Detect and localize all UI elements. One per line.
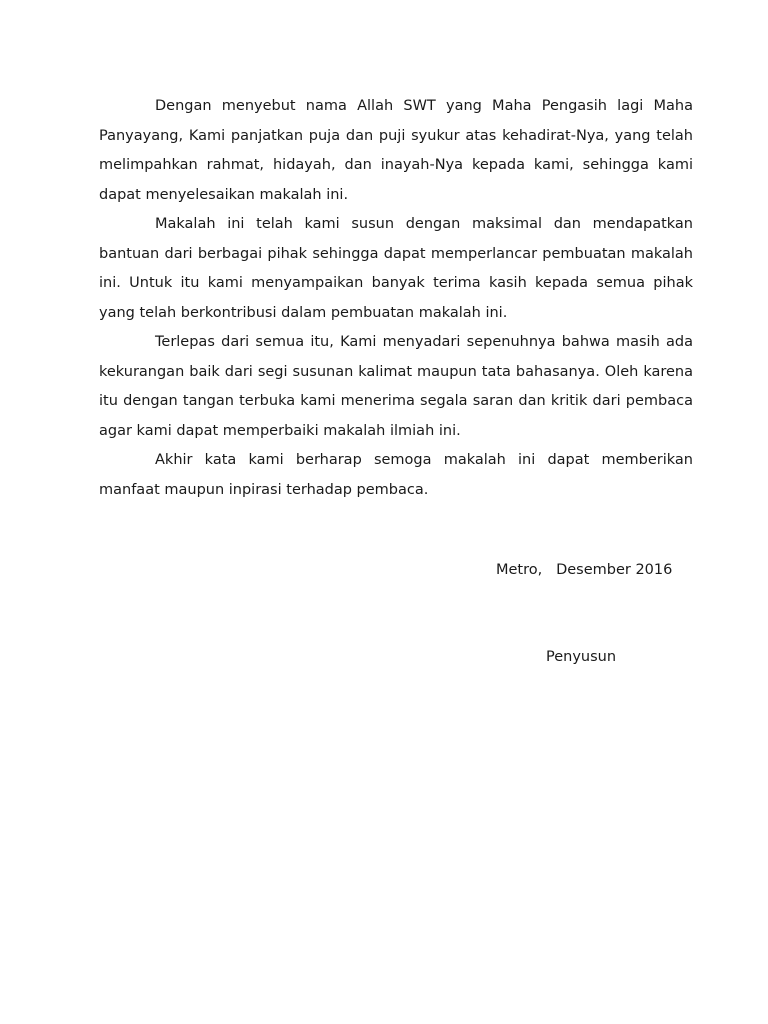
document-body: [99, 92, 693, 505]
signer-name: Penyusun: [546, 649, 617, 665]
place-date: Metro, Desember 2016: [496, 562, 673, 578]
paragraph-acknowledgement: Makalah ini telah kami susun dengan maksimal dan mendapatkan bantuan dari berbagai pihak sehingga dapat memperlancar pembuatan makalah ini. Untuk itu kami menyampaikan banyak terima kasih kepada semua pihak yang telah berkontribusi dalam pembuatan makalah ini.: [99, 216, 693, 321]
paragraph-closing-hope: Akhir kata kami berharap semoga makalah ini dapat memberikan manfaat maupun inpirasi terhadap pembaca.: [99, 452, 693, 498]
paragraph-opening: Dengan menyebut nama Allah SWT yang Maha Pengasih lagi Maha Panyayang, Kami panjatkan puja dan puji syukur atas kehadirat-Nya, yang telah melimpahkan rahmat, hidayah, dan inayah-Nya kepada kami, sehingga kami dapat menyelesaikan makalah ini.: [99, 98, 693, 203]
paragraph-limitations: Terlepas dari semua itu, Kami menyadari sepenuhnya bahwa masih ada kekurangan baik dari segi susunan kalimat maupun tata bahasanya. Oleh karena itu dengan tangan terbuka kami menerima segala saran dan kritik dari pembaca agar kami dapat memperbaiki makalah ilmiah ini.: [99, 334, 693, 439]
